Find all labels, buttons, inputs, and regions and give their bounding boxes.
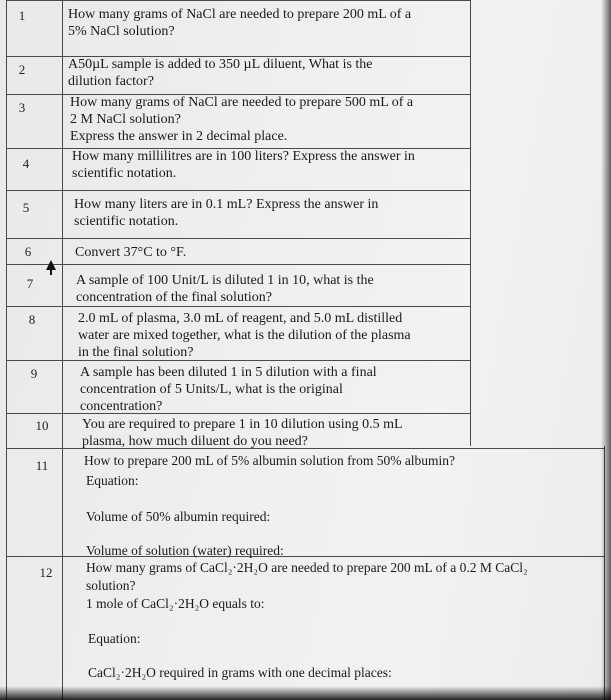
row-number: 11 <box>35 458 49 473</box>
question-text: A50µL sample is added to 350 µL diluent, What is the dilution factor? <box>68 57 373 89</box>
answer-label: CaCl₂·2H₂O required in grams with one decimal places: <box>88 665 392 680</box>
question-text: 2.0 mL of plasma, 3.0 mL of reagent, and 5.0 mL distilled water are mixed together, what is the dilution of the plasma in the final solution? <box>78 311 411 360</box>
question-text: How to prepare 200 mL of 5% albumin solution from 50% albumin? <box>84 453 456 468</box>
question-text: How many grams of NaCl are needed to prepare 500 mL of a 2 M NaCl solution? Express the answer in 2 decimal place. <box>70 95 414 144</box>
question-text: How many grams of CaCl₂·2H₂O are needed to prepare 200 mL of a 0.2 M CaCl₂ <box>86 560 528 575</box>
row-number: 12 <box>39 565 53 580</box>
row-divider <box>6 264 470 265</box>
right-border-upper <box>470 0 471 446</box>
page-bottom-shadow <box>0 686 611 700</box>
row-number: 3 <box>18 100 26 115</box>
row-number: 7 <box>26 276 34 291</box>
row-number: 5 <box>22 200 30 215</box>
row-number: 4 <box>22 156 30 171</box>
equation-label: Equation: <box>88 631 141 646</box>
row-number: 1 <box>18 8 26 23</box>
row-number: 9 <box>30 366 38 381</box>
row-number: 10 <box>35 418 49 433</box>
equation-label: Equation: <box>86 473 139 488</box>
row-number: 6 <box>24 244 32 259</box>
row-divider <box>6 306 470 307</box>
row-divider <box>6 190 470 191</box>
question-text: Convert 37°C to °F. <box>75 245 187 260</box>
page-edge-shadow <box>601 0 611 700</box>
answer-label: Volume of solution (water) required: <box>86 543 284 558</box>
question-text: How many grams of NaCl are needed to prepare 200 mL of a 5% NaCl solution? <box>68 7 412 39</box>
arrow-marker-stem <box>50 269 52 275</box>
row-divider <box>6 0 470 1</box>
left-border <box>6 0 7 700</box>
question-text: How many liters are in 0.1 mL? Express the answer in scientific notation. <box>74 197 379 229</box>
row-number: 2 <box>18 62 26 77</box>
row-number: 8 <box>28 312 36 327</box>
question-text: You are required to prepare 1 in 10 dilution using 0.5 mL plasma, how much diluent do you need? <box>82 417 403 449</box>
answer-label: 1 mole of CaCl₂·2H₂O equals to: <box>86 596 265 611</box>
question-text: A sample has been diluted 1 in 5 dilution with a final concentration of 5 Units/L, what is the original concentration? <box>80 365 377 414</box>
question-text: How many millilitres are in 100 liters? Express the answer in scientific notation. <box>72 149 415 181</box>
answer-label: Volume of 50% albumin required: <box>86 509 271 524</box>
number-column-divider <box>62 0 63 700</box>
question-text: A sample of 100 Unit/L is diluted 1 in 10, what is the concentration of the final solution? <box>76 273 374 305</box>
question-text-continued: solution? <box>86 578 136 593</box>
row-divider <box>6 238 470 239</box>
